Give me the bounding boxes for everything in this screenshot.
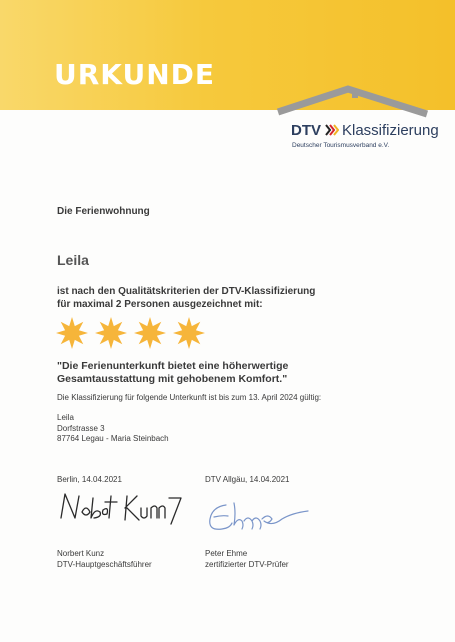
star-icon [94,316,128,350]
left-handwritten-signature [55,488,185,528]
chevron-arrows-icon [325,124,339,136]
address-line: Leila [57,413,74,422]
logo-klassifizierung-text: Klassifizierung [342,121,439,139]
dtv-logo [291,121,439,149]
certificate-title: URKUNDE [54,58,216,91]
right-place-date: DTV Allgäu, 14.04.2021 [205,475,290,484]
quote-line-2: Gesamtausstattung mit gehobenem Komfort." [57,373,288,385]
left-signer-name: Norbert Kunz [57,549,105,558]
left-place-date: Berlin, 14.04.2021 [57,475,122,484]
quote-line-1: "Die Ferienunterkunft bietet eine höherwertige [57,360,289,372]
criteria-text [57,285,315,311]
property-name: Leila [57,252,89,268]
criteria-line-1: ist nach den Qualitätskriterien der DTV-Klassifizierung [57,286,316,297]
star-rating [55,316,206,350]
right-signer-role: zertifizierter DTV-Prüfer [205,560,289,569]
right-handwritten-signature [204,495,319,537]
left-signer [57,548,152,570]
criteria-line-2: für maximal 2 Personen ausgezeichnet mit: [57,299,263,310]
right-signer-name: Peter Ehme [205,549,248,558]
logo-dtv-text: DTV [291,121,321,139]
star-icon [55,316,89,350]
classification-quote [57,360,288,386]
right-signer [205,548,289,570]
property-type-label: Die Ferienwohnung [57,206,150,217]
star-icon [133,316,167,350]
left-signer-role: DTV-Hauptgeschäftsführer [57,560,152,569]
address-line: 87764 Legau - Maria Steinbach [57,434,169,443]
star-icon [172,316,206,350]
validity-text: Die Klassifizierung für folgende Unterkunft ist bis zum 13. April 2024 gültig: [57,393,322,402]
property-address [57,413,169,445]
logo-subtitle: Deutscher Tourismusverband e.V. [292,142,390,149]
address-line: Dorfstrasse 3 [57,423,105,433]
